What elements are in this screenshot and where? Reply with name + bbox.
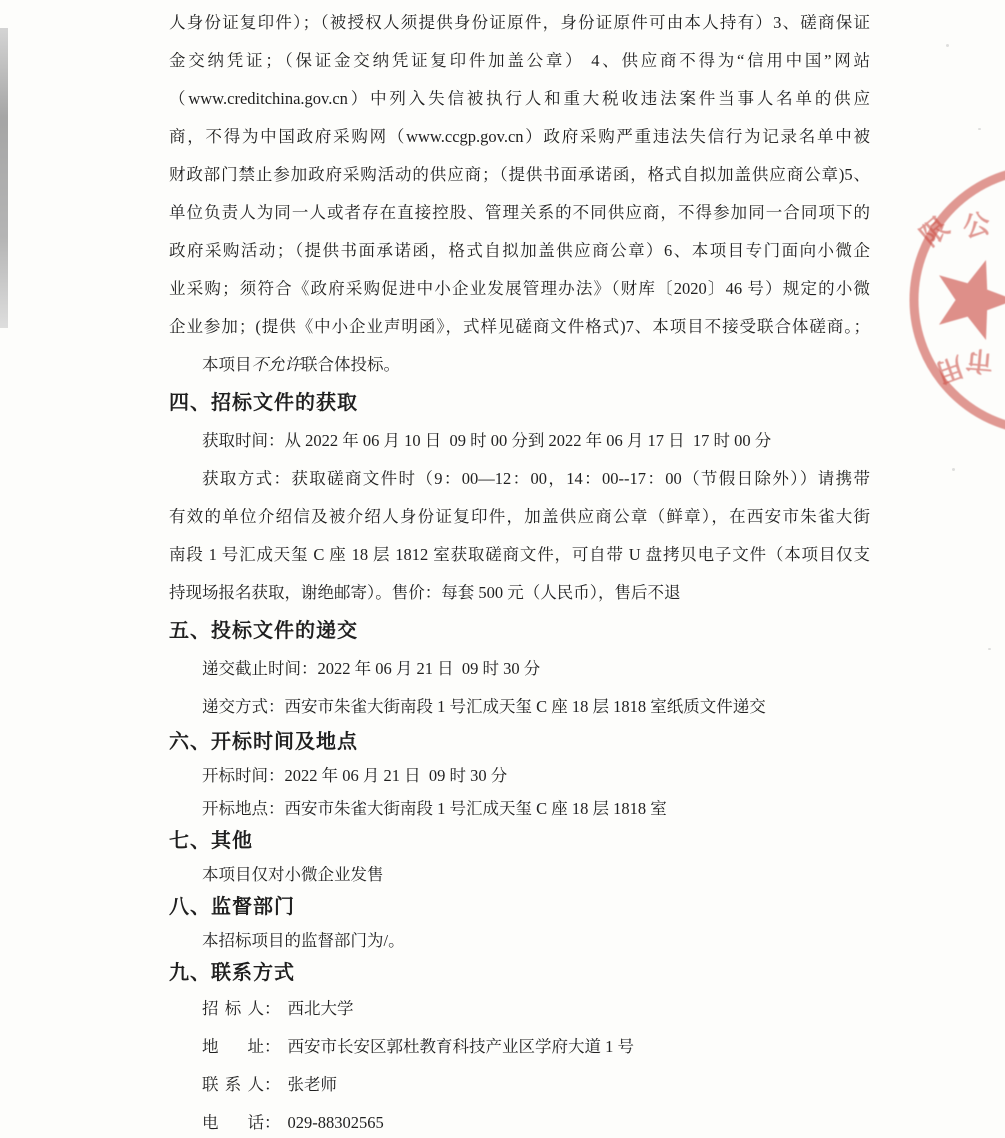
contact-row — [169, 990, 870, 1028]
document-line: 政府采购活动；（提供书面承诺函，格式自拟加盖供应商公章）6、本项目专门面向小微企 — [169, 241, 870, 260]
document-line: 企业参加；(提供《中小企业声明函》，式样见磋商文件格式)7、本项目不接受联合体磋商。； — [169, 317, 870, 336]
document-line: 获取方式：获取磋商文件时（9：00—12：00，14：00--17：00（节假日除外））请携带 — [202, 469, 870, 488]
document-line: 金交纳凭证；（保证金交纳凭证复印件加盖公章） 4、供应商不得为“信用中国”网站 — [169, 51, 870, 70]
section-heading: 九、联系方式 — [169, 962, 295, 984]
section-heading: 六、开标时间及地点 — [169, 731, 358, 753]
contact-label-colon: ： — [264, 999, 281, 1018]
document-line: 获取时间：从 2022 年 06 月 10 日 09 时 00 分到 2022 年 06 月 17 日 17 时 00 分 — [202, 431, 772, 450]
document-line: 本招标项目的监督部门为/。 — [202, 931, 405, 950]
scan-speck — [988, 648, 991, 650]
seal-star — [925, 248, 1005, 345]
contact-label-colon: ： — [264, 1075, 281, 1094]
scan-speck — [946, 44, 949, 47]
document-line: 本项目不允许联合体投标。 — [202, 355, 400, 374]
document-line: 人身份证复印件）；（被授权人须提供身份证原件，身份证原件可由本人持有）3、磋商保证 — [169, 13, 870, 32]
seal-char-top-2: 公 — [960, 208, 993, 244]
contact-value: 西安市长安区郭杜教育科技产业区学府大道 1 号 — [287, 1037, 634, 1056]
document-line: 本项目仅对小微企业发售 — [202, 865, 384, 884]
seal-char-bottom-1: 用 — [932, 350, 968, 389]
emphasized-text: 不允许 — [251, 355, 301, 374]
contact-label: 电 话 — [202, 1113, 264, 1132]
contact-label-colon: ： — [264, 1113, 281, 1132]
document-line: 有效的单位介绍信及被介绍人身份证复印件，加盖供应商公章（鲜章），在西安市朱雀大街 — [169, 507, 870, 526]
document-line: 递交方式：西安市朱雀大街南段 1 号汇成天玺 C 座 18 层 1818 室纸质文件递交 — [202, 697, 766, 716]
document-line: 南段 1 号汇成天玺 C 座 18 层 1812 室获取磋商文件，可自带 U 盘拷贝电子文件（本项目仅支 — [169, 545, 870, 564]
document-line: 开标时间：2022 年 06 月 21 日 09 时 30 分 — [202, 766, 508, 785]
scan-speck — [978, 128, 981, 130]
document-line: 持现场报名获取，谢绝邮寄）。售价：每套 500 元（人民币），售后不退 — [169, 583, 681, 602]
contact-value: 029-88302565 — [287, 1113, 384, 1132]
section-heading: 七、其他 — [169, 830, 253, 852]
document-line: 财政部门禁止参加政府采购活动的供应商；（提供书面承诺函，格式自拟加盖供应商公章)5、 — [169, 165, 870, 184]
document-line: （www.creditchina.gov.cn）中列入失信被执行人和重大税收违法案件当事人名单的供应 — [169, 89, 870, 108]
section-heading: 八、监督部门 — [169, 896, 295, 918]
contact-row — [169, 1028, 870, 1066]
document-body — [169, 4, 870, 1138]
document-line: 单位负责人为同一人或者存在直接控股、管理关系的不同供应商，不得参加同一合同项下的 — [169, 203, 870, 222]
document-line: 业采购；须符合《政府采购促进中小企业发展管理办法》（财库〔2020〕46 号）规定的小微 — [169, 279, 870, 298]
contact-label: 招 标 人 — [202, 999, 264, 1018]
contact-label: 联 系 人 — [202, 1075, 264, 1094]
seal-char-top-1: 限 — [914, 211, 955, 252]
contact-label-colon: ： — [264, 1037, 281, 1056]
company-seal-stamp — [903, 180, 1005, 415]
document-line: 开标地点：西安市朱雀大街南段 1 号汇成天玺 C 座 18 层 1818 室 — [202, 799, 667, 818]
document-line: 递交截止时间：2022 年 06 月 21 日 09 时 30 分 — [202, 659, 541, 678]
scan-speck — [952, 468, 955, 471]
section-heading: 四、招标文件的获取 — [169, 392, 358, 414]
section-heading: 五、投标文件的递交 — [169, 620, 358, 642]
contact-label: 地 址 — [202, 1037, 264, 1056]
contact-value: 西北大学 — [287, 999, 354, 1018]
scan-edge-artifact — [0, 28, 8, 328]
contact-row — [169, 1066, 870, 1104]
document-line: 商，不得为中国政府采购网（www.ccgp.gov.cn）政府采购严重违法失信行为记录名单中被 — [169, 127, 870, 146]
seal-char-bottom-2: 市 — [964, 344, 995, 377]
contact-value: 张老师 — [287, 1075, 337, 1094]
contact-row — [169, 1104, 870, 1138]
